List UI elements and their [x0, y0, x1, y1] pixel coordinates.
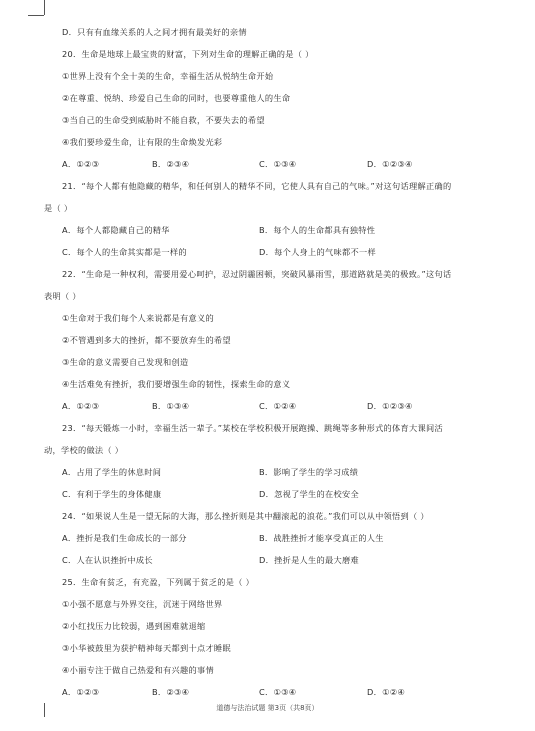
q22-item-2: ②不管遇到多大的挫折，都不要放弃生的希望 — [62, 335, 231, 345]
q25-stem: 25．生命有贫乏，有充盈，下列属于贫乏的是（ ） — [62, 577, 255, 587]
q24-option-a: A．挫折是我们生命成长的一部分 — [62, 533, 187, 543]
q23-option-b: B．影响了学生的学习成绩 — [259, 467, 359, 477]
q25-item-2: ②小红找压力比较弱，遇到困难就退缩 — [62, 621, 206, 631]
q25-item-1: ①小强不愿意与外界交往，沉迷于网络世界 — [62, 599, 223, 609]
q21-stem-line1: 21．“每个人都有他隐藏的精华，和任何别人的精华不同，它使人具有自己的气味。”对这句话理解正确的 — [62, 181, 452, 191]
q20-option-a: A．①②③ — [62, 159, 100, 169]
q21-option-c: C．每个人的生命其实都是一样的 — [62, 247, 187, 257]
q22-item-4: ④生活难免有挫折，我们要增强生命的韧性，探索生命的意义 — [62, 379, 291, 389]
q22-item-3: ③生命的意义需要自己发现和创造 — [62, 357, 189, 367]
q21-stem-line2: 是（ ） — [44, 203, 73, 213]
q24-option-d: D．挫折是人生的最大磨难 — [259, 555, 359, 565]
q25-option-b: B．②③④ — [152, 687, 190, 697]
q22-option-c: C．①②④ — [259, 401, 297, 411]
q23-stem-line1: 23．“每天锻炼一小时，幸福生活一辈子。”某校在学校积极开展跑操、跳绳等多种形式的体育大课间活 — [62, 423, 443, 433]
q24-stem: 24．“如果说人生是一望无际的大海，那么挫折则是其中翻滚起的浪花。”我们可以从中领悟到（ ） — [62, 511, 429, 521]
q20-stem: 20．生命是地球上最宝贵的财富，下列对生命的理解正确的是（ ） — [62, 49, 314, 59]
corner-mark-top-horizontal — [28, 15, 44, 16]
q25-option-d: D．①②④ — [367, 687, 406, 697]
q19-option-d: D．只有有血缘关系的人之间才拥有最美好的亲情 — [62, 27, 247, 37]
q20-item-3: ③当自己的生命受到威胁时不能自救，不要失去的希望 — [62, 115, 265, 125]
q22-stem-line2: 表明（ ） — [44, 291, 81, 301]
q20-item-4: ④我们要珍爱生命，让有限的生命焕发光彩 — [62, 137, 223, 147]
q24-option-b: B．战胜挫折才能享受真正的人生 — [259, 533, 384, 543]
q20-item-2: ②在尊重、悦纳、珍爱自己生命的同时，也要尊重他人的生命 — [62, 93, 291, 103]
q20-option-c: C．①③④ — [259, 159, 297, 169]
q22-option-d: D．①②③④ — [367, 401, 413, 411]
page-footer: 道德与法治试题 第3页（共8页） — [216, 704, 319, 712]
corner-mark-top-vertical — [44, 0, 45, 15]
q23-option-d: D．忽视了学生的在校安全 — [259, 489, 359, 499]
q20-option-d: D．①②③④ — [367, 159, 413, 169]
q23-option-c: C．有利于学生的身体健康 — [62, 489, 162, 499]
q20-item-1: ①世界上没有个全十美的生命，幸福生活从悦纳生命开始 — [62, 71, 274, 81]
q23-stem-line2: 动，学校的做法（ ） — [44, 445, 124, 455]
q25-item-4: ④小丽专注于做自己热爱和有兴趣的事情 — [62, 665, 214, 675]
q21-option-d: D．每个人身上的气味都不一样 — [259, 247, 376, 257]
q21-option-a: A．每个人都隐藏自己的精华 — [62, 225, 170, 235]
q24-option-c: C．人在认识挫折中成长 — [62, 555, 153, 565]
q25-option-c: C．①③④ — [259, 687, 297, 697]
q21-option-b: B．每个人的生命都具有独特性 — [259, 225, 376, 235]
q22-option-b: B．①③④ — [152, 401, 190, 411]
q22-item-1: ①生命对于我们每个人来说都是有意义的 — [62, 313, 214, 323]
q20-option-b: B．②③④ — [152, 159, 190, 169]
q23-option-a: A．占用了学生的休息时间 — [62, 467, 162, 477]
q22-option-a: A．①②③ — [62, 401, 100, 411]
q25-item-3: ③小华被鼓里为获护精神每天都到十点才睡眠 — [62, 643, 231, 653]
q22-stem-line1: 22．“生命是一种权利，需要用爱心呵护，忍过阴霾困顿，突破风暴雨雪，那道路就是美的极致。”这句话 — [62, 269, 452, 279]
q25-option-a: A．①②③ — [62, 687, 100, 697]
